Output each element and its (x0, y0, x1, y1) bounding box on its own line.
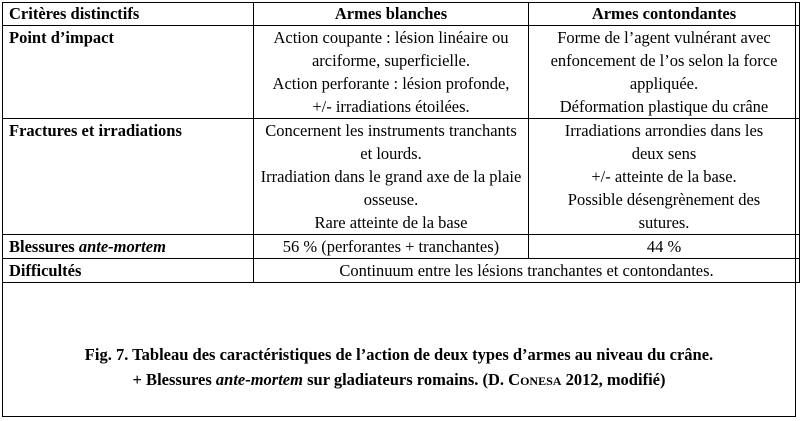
cell-line: arciforme, superficielle. (311, 51, 471, 70)
caption-line-2 (2, 367, 796, 392)
cell-line: Concernent les instruments tranchants (265, 121, 517, 140)
cell-line: Forme de l’agent vulnérant avec (557, 28, 771, 47)
caption-part: + Blessures (132, 370, 216, 389)
cell-line: et lourds. (360, 144, 422, 163)
cell-line: +/- irradiations étoilées. (312, 97, 470, 116)
table-row-blessures (3, 235, 800, 259)
cell-line: deux sens (631, 144, 697, 163)
cell-line: Action perforante : lésion profonde, (272, 74, 510, 93)
row-label-fractures: Fractures et irradiations (3, 119, 254, 235)
cell-blessures-contondantes: 44 % (529, 235, 800, 259)
cell-blessures-blanches: 56 % (perforantes + tranchantes) (254, 235, 529, 259)
table-row-point-impact (3, 26, 800, 119)
row-label-blessures (3, 235, 254, 259)
cell-line: Action coupante : lésion linéaire ou (273, 28, 509, 47)
cell-line: Déformation plastique du crâne (559, 97, 769, 116)
cell-line: osseuse. (363, 190, 419, 209)
cell-fractures-contondantes (529, 119, 800, 235)
row-label-difficultes: Difficultés (3, 259, 254, 283)
table-row-difficultes (3, 259, 800, 283)
cell-fractures-blanches (254, 119, 529, 235)
comparison-table (2, 2, 800, 283)
cell-line: +/- atteinte de la base. (591, 167, 737, 186)
cell-line: sutures. (638, 213, 690, 232)
header-armes-contondantes: Armes contondantes (529, 3, 800, 26)
table-row-fractures (3, 119, 800, 235)
cell-line: Irradiations arrondies dans les (564, 121, 764, 140)
cell-line: Possible désengrènement des (567, 190, 761, 209)
caption-part: sur gladiateurs romains. (D. (302, 370, 509, 389)
caption-italic: ante-mortem (215, 370, 303, 389)
figure-caption (2, 342, 796, 392)
caption-part: 2012, modifié) (561, 370, 666, 389)
table-header-row (3, 3, 800, 26)
cell-point-impact-contondantes (529, 26, 800, 119)
row-label-point-impact: Point d’impact (3, 26, 254, 119)
label-prefix: Blessures (9, 237, 79, 256)
cell-line: appliquée. (629, 74, 699, 93)
cell-line: Rare atteinte de la base (314, 213, 468, 232)
header-armes-blanches: Armes blanches (254, 3, 529, 26)
cell-line: enfoncement de l’os selon la force (550, 51, 778, 70)
header-criteres: Critères distinctifs (3, 3, 254, 26)
cell-difficultes: Continuum entre les lésions tranchantes et contondantes. (254, 259, 800, 283)
caption-author: Conesa (508, 370, 562, 389)
label-italic: ante-mortem (78, 237, 166, 256)
caption-line-1: Fig. 7. Tableau des caractéristiques de l’action de deux types d’armes au niveau du crâne. (84, 345, 714, 364)
cell-point-impact-blanches (254, 26, 529, 119)
cell-line: Irradiation dans le grand axe de la plaie (260, 167, 522, 186)
